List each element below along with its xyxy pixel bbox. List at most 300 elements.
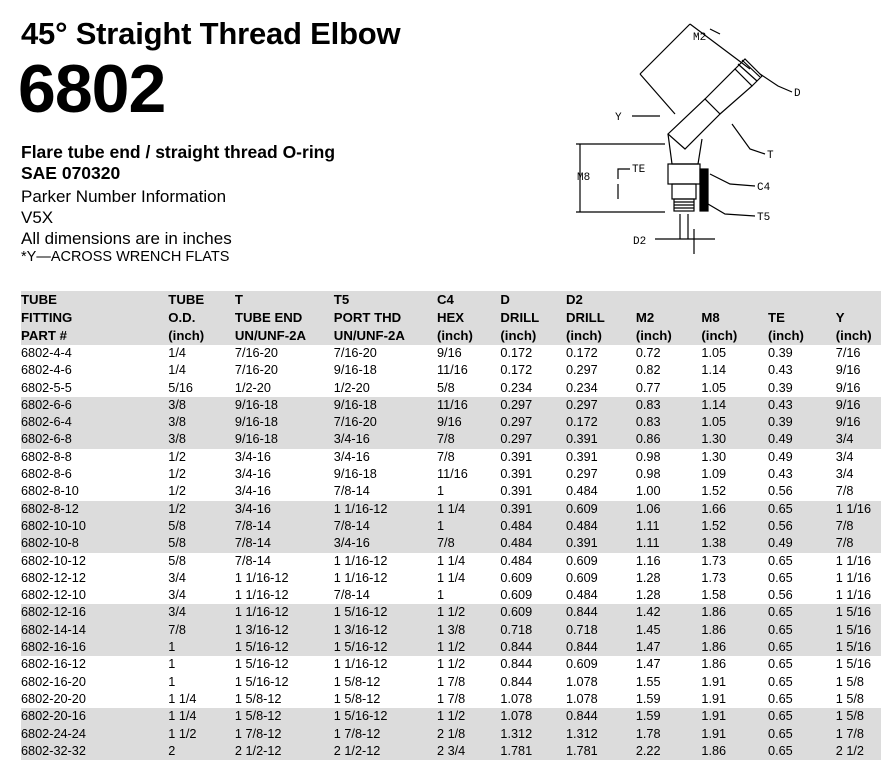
table-cell: 1.00	[635, 484, 661, 499]
table-cell: 0.844	[566, 639, 636, 656]
table-cell: 0.609	[565, 553, 598, 568]
table-cell: 1.078	[565, 691, 598, 706]
table-cell: 1.47	[636, 639, 702, 656]
description-line-1: Flare tube end / straight thread O-ring	[21, 142, 336, 162]
table-cell: 1.11	[636, 518, 702, 535]
table-row	[21, 691, 881, 708]
column-header: DRILL	[566, 309, 636, 327]
table-cell: 0.49	[768, 449, 793, 464]
table-cell: 0.86	[636, 431, 702, 448]
table-cell: 0.83	[636, 397, 702, 414]
table-cell: 0.65	[768, 743, 836, 760]
table-row	[21, 622, 881, 639]
column-header: UN/UNF-2A	[235, 327, 334, 345]
column-header: TUBE	[168, 291, 235, 309]
column-header: M8	[701, 309, 768, 327]
table-cell: 1 5/16-12	[234, 657, 289, 672]
table-cell: 1 7/8	[436, 674, 466, 689]
table-cell: 6802-10-10	[21, 518, 168, 535]
table-cell: 0.718	[500, 622, 566, 639]
table-cell: 0.98	[635, 449, 661, 464]
column-header: FITTING	[21, 309, 168, 327]
footnote: *Y—ACROSS WRENCH FLATS	[21, 249, 230, 265]
table-cell: 6802-20-16	[21, 708, 168, 725]
table-cell: 9/16	[836, 414, 881, 431]
table-cell: 1 1/16-12	[234, 570, 289, 585]
table-row	[21, 639, 881, 656]
table-cell: 9/16	[836, 397, 881, 414]
table-cell: 1 5/8-12	[333, 674, 381, 689]
table-cell: 3/4	[835, 449, 854, 464]
table-cell: 1	[437, 518, 500, 535]
column-header: (inch)	[168, 327, 235, 345]
table-cell: 1	[168, 657, 176, 672]
table-cell: 2 1/2-12	[235, 743, 334, 760]
table-cell: 1.30	[701, 431, 768, 448]
table-cell: 3/4-16	[333, 449, 370, 464]
table-cell: 7/8	[437, 431, 500, 448]
table-cell: 0.391	[500, 501, 566, 518]
table-cell: 1 5/16	[836, 604, 881, 621]
table-cell: 0.39	[768, 414, 836, 431]
table-cell: 0.77	[635, 380, 661, 395]
column-header: M2	[636, 309, 702, 327]
table-cell: 1.078	[500, 708, 566, 725]
table-cell: 1 5/8-12	[234, 691, 282, 706]
table-cell: 0.172	[565, 346, 598, 360]
table-cell: 9/16-18	[334, 397, 437, 414]
table-cell: 1 7/8	[836, 726, 881, 743]
table-cell: 0.49	[768, 431, 836, 448]
table-cell: 1 1/16-12	[333, 553, 388, 568]
table-cell: 0.72	[635, 346, 661, 360]
table-cell: 6802-20-20	[21, 691, 86, 706]
hex-section	[668, 164, 700, 184]
table-cell: 6802-12-10	[21, 588, 86, 603]
table-cell: 1.06	[636, 501, 702, 518]
table-cell: 6802-8-10	[21, 484, 79, 499]
table-cell: 1 1/2	[168, 726, 235, 743]
table-cell: 0.43	[768, 363, 793, 378]
table-cell: 7/16-20	[234, 363, 278, 378]
table-cell: 1.86	[701, 657, 727, 672]
parker-number-value: V5X	[21, 208, 54, 227]
table-cell: 1 1/4	[436, 570, 466, 585]
label-m8: M8	[577, 172, 591, 184]
table-cell: 1.45	[636, 622, 702, 639]
table-row	[21, 726, 881, 743]
table-cell: 7/8-14	[333, 588, 370, 603]
table-cell: 1 1/16-12	[333, 570, 388, 585]
table-cell: 9/16-18	[333, 467, 377, 482]
label-t5: T5	[757, 212, 771, 224]
table-cell: 0.39	[768, 380, 793, 395]
table-cell: 0.172	[566, 414, 636, 431]
table-cell: 1.73	[701, 553, 727, 568]
table-cell: 1	[168, 639, 235, 656]
table-cell: 1.59	[635, 691, 661, 706]
table-row	[21, 345, 881, 362]
table-row	[21, 501, 881, 518]
table-cell: 0.65	[768, 657, 793, 672]
table-cell: 6802-6-8	[21, 431, 168, 448]
table-cell: 1 1/16-12	[234, 588, 289, 603]
table-cell: 9/16-18	[235, 397, 334, 414]
label-d2: D2	[633, 236, 647, 248]
table-cell: 1.91	[701, 674, 727, 689]
table-cell: 1 1/16	[835, 588, 872, 603]
table-row	[21, 743, 881, 760]
table-cell: 1.078	[500, 691, 533, 706]
column-header: (inch)	[566, 327, 636, 345]
table-cell: 3/8	[168, 431, 235, 448]
table-cell: 3/4	[168, 604, 235, 621]
table-cell: 7/8-14	[235, 518, 334, 535]
table-cell: 5/8	[436, 380, 455, 395]
column-header: C4	[437, 291, 500, 309]
table-row	[21, 449, 881, 466]
column-header: D2	[566, 291, 636, 309]
table-cell: 0.65	[768, 674, 793, 689]
table-cell: 7/8	[437, 535, 500, 552]
column-header: (inch)	[500, 327, 566, 345]
table-cell: 7/8-14	[333, 484, 370, 499]
table-cell: 1.38	[701, 535, 768, 552]
table-cell: 1/2-20	[234, 380, 271, 395]
table-cell: 1.781	[500, 743, 566, 760]
table-cell: 1 1/16-12	[333, 657, 388, 672]
column-header: Y	[836, 309, 881, 327]
table-cell: 1.781	[566, 743, 636, 760]
table-cell: 3/4-16	[234, 484, 271, 499]
table-cell: 0.844	[566, 708, 636, 725]
column-header: UN/UNF-2A	[334, 327, 437, 345]
table-cell: 1/2	[168, 501, 235, 518]
table-cell: 7/8	[836, 518, 881, 535]
column-header: TUBE	[21, 291, 168, 309]
table-cell: 1 1/16-12	[235, 604, 334, 621]
table-cell: 6802-8-6	[21, 467, 72, 482]
table-cell: 11/16	[436, 363, 468, 378]
table-cell: 0.43	[768, 467, 793, 482]
column-header: TUBE END	[235, 309, 334, 327]
table-cell: 0.609	[565, 570, 598, 585]
table-row	[21, 362, 881, 379]
table-cell: 1.59	[636, 708, 702, 725]
table-cell: 6802-5-5	[21, 380, 72, 395]
table-cell: 1.312	[566, 726, 636, 743]
table-header	[21, 291, 881, 345]
table-row	[21, 656, 881, 673]
table-row	[21, 518, 881, 535]
table-cell: 0.609	[566, 501, 636, 518]
table-cell: 0.484	[565, 588, 598, 603]
table-cell: 0.609	[500, 570, 533, 585]
table-row	[21, 483, 881, 500]
table-row	[21, 553, 881, 570]
table-cell: 1 5/16-12	[334, 639, 437, 656]
table-cell: 2	[168, 743, 235, 760]
table-cell: 0.391	[500, 467, 533, 482]
table-cell: 1.52	[701, 484, 727, 499]
column-header: (inch)	[836, 327, 881, 345]
column-header: T5	[334, 291, 437, 309]
table-cell: 0.297	[565, 467, 598, 482]
table-cell: 1 1/4	[168, 708, 235, 725]
column-header: PORT THD	[334, 309, 437, 327]
table-cell: 3/4-16	[234, 449, 271, 464]
table-cell: 7/8-14	[234, 553, 271, 568]
table-cell: 0.844	[566, 604, 636, 621]
table-cell: 1.78	[636, 726, 702, 743]
table-cell: 0.391	[565, 449, 598, 464]
table-cell: 0.718	[566, 622, 636, 639]
table-cell: 1.14	[701, 363, 727, 378]
table-cell: 1.86	[701, 743, 768, 760]
table-cell: 1 7/8	[436, 691, 466, 706]
table-cell: 6802-12-12	[21, 570, 86, 585]
column-header: (inch)	[636, 327, 702, 345]
column-header: D	[500, 291, 566, 309]
table-cell: 1.66	[701, 501, 768, 518]
table-cell: 1.16	[635, 553, 661, 568]
table-cell: 9/16-18	[333, 363, 377, 378]
column-header: (inch)	[768, 327, 836, 345]
table-cell: 0.49	[768, 535, 836, 552]
table-cell: 7/8	[835, 484, 854, 499]
table-cell: 1 1/16	[835, 553, 872, 568]
table-cell: 11/16	[436, 467, 468, 482]
table-cell: 3/4-16	[334, 431, 437, 448]
table-cell: 11/16	[437, 397, 500, 414]
table-cell: 1 1/4	[437, 501, 500, 518]
table-cell: 1.28	[635, 570, 661, 585]
table-cell: 0.297	[500, 397, 566, 414]
table-cell: 6802-4-4	[21, 346, 72, 360]
table-cell: 1.42	[636, 604, 702, 621]
table-cell: 7/16	[835, 346, 861, 360]
table-cell: 1 1/4	[168, 691, 197, 706]
table-cell: 1 5/8	[835, 691, 864, 706]
table-cell: 7/8	[168, 622, 235, 639]
table-cell: 0.65	[768, 501, 836, 518]
table-cell: 0.391	[500, 484, 533, 499]
table-cell: 1 5/8-12	[333, 691, 381, 706]
table-cell: 0.65	[768, 708, 836, 725]
column-header: T	[235, 291, 334, 309]
table-cell: 3/8	[168, 397, 235, 414]
table-cell: 0.484	[500, 535, 566, 552]
table-cell: 5/8	[168, 518, 235, 535]
table-cell: 6802-10-12	[21, 553, 86, 568]
table-cell: 7/8-14	[334, 518, 437, 535]
table-cell: 0.83	[636, 414, 702, 431]
table-cell: 0.234	[565, 380, 598, 395]
table-cell: 1 3/8	[437, 622, 500, 639]
table-row	[21, 414, 881, 431]
table-cell: 5/8	[168, 535, 235, 552]
table-cell: 6802-8-12	[21, 501, 168, 518]
table-cell: 0.844	[500, 657, 533, 672]
column-header	[701, 291, 768, 309]
table-cell: 3/4	[836, 431, 881, 448]
table-cell: 1 1/2	[436, 657, 466, 672]
table-row	[21, 570, 881, 587]
column-header: DRILL	[500, 309, 566, 327]
table-cell: 1 1/2	[437, 639, 500, 656]
label-m2: M2	[693, 32, 707, 44]
table-cell: 0.609	[500, 588, 533, 603]
table-cell: 2.22	[636, 743, 702, 760]
table-cell: 3/4	[168, 588, 186, 603]
column-header: O.D.	[168, 309, 235, 327]
table-cell: 3/8	[168, 414, 235, 431]
table-cell: 1.05	[701, 380, 727, 395]
table-cell: 0.56	[768, 588, 793, 603]
table-row	[21, 431, 881, 448]
table-cell: 1.91	[701, 708, 768, 725]
column-header	[836, 291, 881, 309]
table-cell: 6802-6-4	[21, 414, 168, 431]
table-cell: 1 5/8	[835, 674, 864, 689]
table-cell: 0.65	[768, 570, 793, 585]
table-cell: 1/2	[168, 449, 186, 464]
table-cell: 1 5/16-12	[235, 639, 334, 656]
table-row	[21, 587, 881, 604]
table-cell: 7/8-14	[235, 535, 334, 552]
table-cell: 1.73	[701, 570, 727, 585]
table-cell: 1 1/16	[836, 501, 881, 518]
table-cell: 1.86	[701, 622, 768, 639]
table-row	[21, 604, 881, 621]
table-cell: 0.484	[500, 553, 533, 568]
product-title: 45° Straight Thread Elbow	[21, 16, 401, 51]
table-cell: 0.844	[500, 674, 533, 689]
table-cell: 1 3/16-12	[235, 622, 334, 639]
table-cell: 2 1/2-12	[334, 743, 437, 760]
table-cell: 1 1/16-12	[334, 501, 437, 518]
table-row	[21, 397, 881, 414]
label-y: Y	[615, 112, 622, 124]
table-cell: 1	[436, 588, 445, 603]
table-cell: 1	[436, 484, 445, 499]
table-cell: 1/2	[168, 467, 186, 482]
table-cell: 1 5/8	[836, 708, 881, 725]
table-cell: 1.078	[565, 674, 598, 689]
table-cell: 1.09	[701, 467, 727, 482]
table-cell: 1.91	[701, 726, 768, 743]
table-cell: 1 5/16-12	[234, 674, 289, 689]
table-cell: 6802-16-16	[21, 639, 168, 656]
label-te: TE	[632, 164, 646, 176]
table-cell: 0.65	[768, 726, 836, 743]
table-cell: 1 5/16-12	[334, 604, 437, 621]
table-cell: 1 5/8-12	[235, 708, 334, 725]
column-header: HEX	[437, 309, 500, 327]
table-cell: 1.52	[701, 518, 768, 535]
table-cell: 0.297	[566, 397, 636, 414]
table-row	[21, 674, 881, 691]
table-cell: 1.11	[636, 535, 702, 552]
table-cell: 3/4	[168, 570, 186, 585]
label-d: D	[794, 88, 801, 100]
description-line-2: SAE 070320	[21, 163, 121, 183]
table-cell: 0.609	[500, 604, 566, 621]
table-cell: 0.82	[635, 363, 661, 378]
table-cell: 1/2-20	[333, 380, 370, 395]
table-cell: 2 1/8	[437, 726, 500, 743]
table-cell: 1/2	[168, 484, 186, 499]
table-cell: 7/16-20	[333, 346, 377, 360]
elbow-body	[668, 99, 720, 149]
table-cell: 1.47	[635, 657, 661, 672]
table-cell: 9/16-18	[235, 431, 334, 448]
table-cell: 2 1/2	[836, 743, 881, 760]
table-cell: 5/16	[168, 380, 193, 395]
table-cell: 1.86	[701, 639, 768, 656]
table-cell: 0.43	[768, 397, 836, 414]
table-cell: 7/16-20	[234, 346, 278, 360]
column-header	[768, 291, 836, 309]
table-cell: 6802-32-32	[21, 743, 168, 760]
table-row	[21, 466, 881, 483]
table-cell: 9/16	[437, 414, 500, 431]
table-cell: 6802-14-14	[21, 622, 168, 639]
table-cell: 0.609	[565, 657, 598, 672]
table-cell: 6802-6-6	[21, 397, 168, 414]
m2-dimension-line	[640, 24, 690, 74]
table-cell: 1 5/16	[836, 639, 881, 656]
table-cell: 0.56	[768, 518, 836, 535]
table-cell: 0.484	[566, 518, 636, 535]
table-cell: 6802-16-12	[21, 657, 86, 672]
column-header: TE	[768, 309, 836, 327]
units-note: All dimensions are in inches	[21, 229, 232, 248]
table-cell: 5/8	[168, 553, 186, 568]
table-cell: 0.391	[566, 535, 636, 552]
table-cell: 0.484	[500, 518, 566, 535]
table-row	[21, 708, 881, 725]
table-cell: 1	[168, 674, 176, 689]
table-cell: 1 3/16-12	[334, 622, 437, 639]
table-cell: 1.55	[635, 674, 661, 689]
table-cell: 6802-8-8	[21, 449, 72, 464]
table-cell: 6802-4-6	[21, 363, 72, 378]
table-cell: 1/4	[168, 346, 186, 360]
table-cell: 0.234	[500, 380, 533, 395]
table-cell: 0.484	[565, 484, 598, 499]
table-cell: 1.30	[701, 449, 727, 464]
table-cell: 3/4-16	[234, 467, 271, 482]
table-cell: 1.312	[500, 726, 566, 743]
table-cell: 1.58	[701, 588, 727, 603]
table-cell: 9/16	[835, 363, 861, 378]
table-cell: 1 7/8-12	[334, 726, 437, 743]
table-cell: 3/4	[835, 467, 854, 482]
table-cell: 9/16-18	[235, 414, 334, 431]
table-cell: 1.05	[701, 346, 727, 360]
table-cell: 1 1/4	[436, 553, 466, 568]
table-cell: 0.39	[768, 346, 793, 360]
table-cell: 6802-24-24	[21, 726, 168, 743]
table-cell: 6802-10-8	[21, 535, 168, 552]
table-cell: 0.172	[500, 363, 533, 378]
table-cell: 0.391	[566, 431, 636, 448]
table-cell: 3/4-16	[334, 535, 437, 552]
table-cell: 1/4	[168, 363, 186, 378]
table-cell: 6802-12-16	[21, 604, 168, 621]
table-row	[21, 535, 881, 552]
